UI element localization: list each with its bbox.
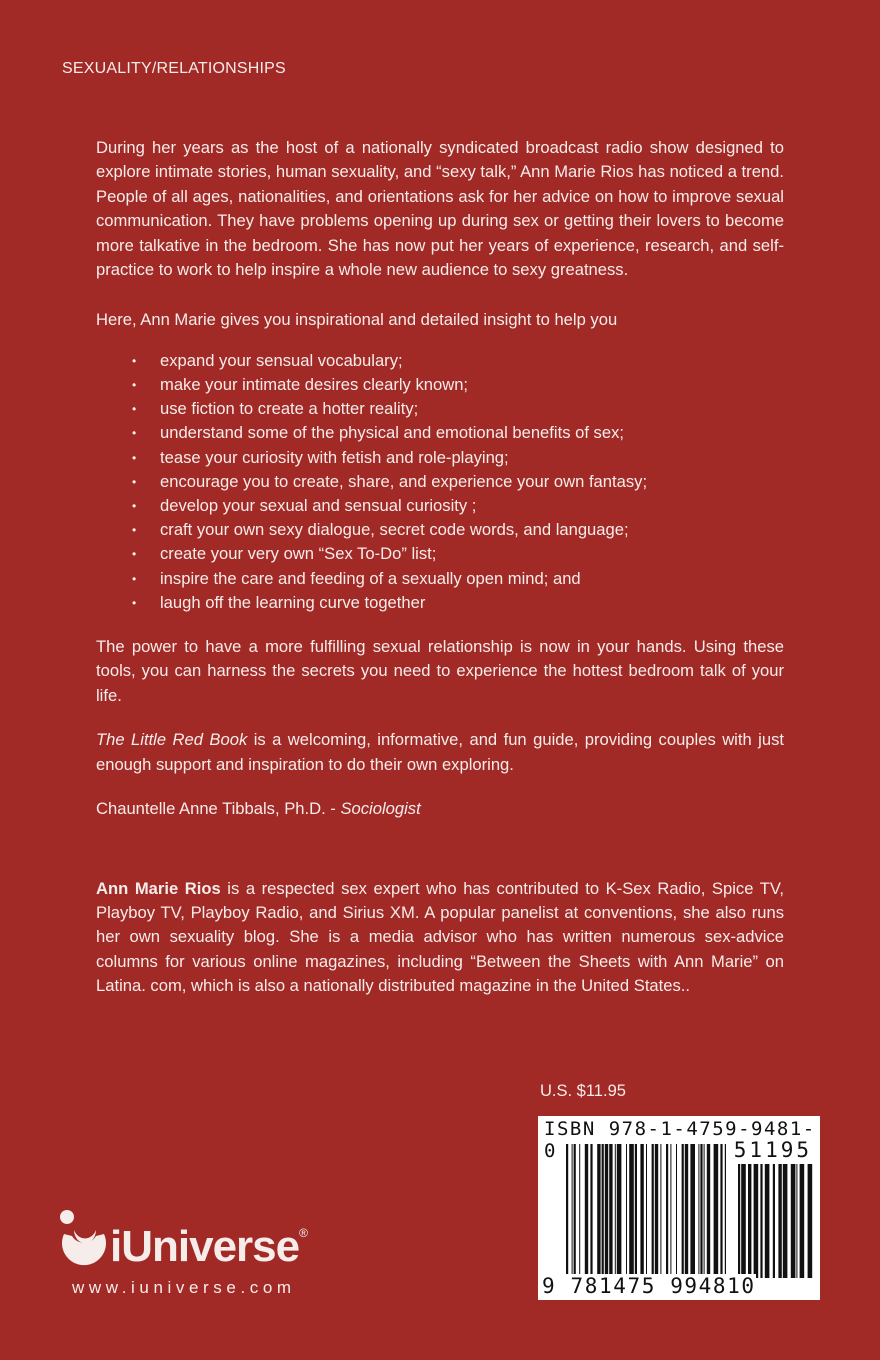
bio-text: is a respected sex expert who has contributed to K-Sex Radio, Spice TV, Playboy TV, Playboy Radio, and Sirius XM. A popular panelist at conventions, she also runs her own sexuality blog. She is a media advisor who has written numerous sex-advice columns for various online magazines, including “Between the Sheets with Ann Marie” on Latina. com, which is also a nationally distributed magazine in the United States.. xyxy=(96,878,784,996)
barcode-bar xyxy=(700,1144,702,1292)
barcode-bar xyxy=(808,1164,813,1278)
barcode-bar xyxy=(655,1144,658,1292)
list-item: • inspire the care and feeding of a sexually open mind; and xyxy=(132,567,784,591)
book-title: The Little Red Book xyxy=(96,730,248,750)
barcode-bar xyxy=(566,1144,568,1292)
barcode-bar xyxy=(760,1164,762,1278)
barcode-bar xyxy=(666,1144,668,1292)
endorser-name: Chauntelle Anne Tibbals, Ph.D. - xyxy=(96,799,341,819)
barcode-bar xyxy=(725,1144,726,1292)
barcode-bar xyxy=(652,1144,654,1292)
barcode-bar xyxy=(670,1144,671,1292)
list-item: • make your intimate desires clearly known; xyxy=(132,373,784,397)
barcode-bar xyxy=(646,1144,647,1292)
list-item: • craft your own sexy dialogue, secret code words, and language; xyxy=(132,518,784,542)
barcode-bar xyxy=(690,1144,695,1292)
author-bio xyxy=(96,877,784,999)
list-item: • encourage you to create, share, and experience your own fantasy; xyxy=(132,470,784,494)
barcode-bar xyxy=(791,1164,796,1278)
barcode-bar xyxy=(707,1144,710,1292)
addon-bars xyxy=(738,1164,814,1278)
barcode-bar xyxy=(783,1164,788,1278)
barcode-bar xyxy=(720,1144,722,1292)
list-item: • develop your sexual and sensual curiosity ; xyxy=(132,494,784,518)
publisher-url: www.iuniverse.com xyxy=(72,1278,296,1297)
barcode-bar xyxy=(773,1164,775,1278)
iuniverse-logo-icon xyxy=(58,1208,110,1272)
endorser xyxy=(96,797,784,821)
intro-paragraph: During her years as the host of a nationally syndicated broadcast radio show designed to explore intimate stories, human sexuality, and “sexy talk,” Ann Marie Rios has noticed a trend. People of all ages, nationalities, and orientations ask for her advice on how to improve sexual communication. They have problems opening up during sex or getting their lovers to become more talkative in the bedroom. She has now put her years of experience, research, and self-practice to work to help inspire a whole new audience to sexy greatness. xyxy=(96,138,784,280)
list-item: • laugh off the learning curve together xyxy=(132,591,784,615)
barcode-bar xyxy=(635,1144,637,1292)
barcode-bar xyxy=(741,1164,746,1278)
list-item: • use fiction to create a hotter reality; xyxy=(132,397,784,421)
barcode-bar xyxy=(572,1144,573,1292)
barcode-bar xyxy=(615,1144,616,1292)
list-item: • expand your sensual vocabulary; xyxy=(132,349,784,373)
blurb-text: is a welcoming, informative, and fun guide, providing couples with just enough support and inspiration to do their own exploring. xyxy=(96,730,784,774)
barcode-bar xyxy=(796,1164,797,1278)
closing-paragraph: The power to have a more fulfilling sexual relationship is now in your hands. Using these tools, you can harness the secrets you need to experience the hottest bedroom talk of your life. xyxy=(96,637,784,705)
barcode-bar xyxy=(676,1144,677,1292)
isbn-number: ISBN 978-1-4759-9481-0 xyxy=(544,1118,816,1162)
blurb-paragraph xyxy=(96,728,784,777)
barcode-bar xyxy=(579,1144,580,1292)
barcode-bar xyxy=(738,1164,740,1278)
publisher-logo xyxy=(58,1208,307,1297)
barcode-bar xyxy=(629,1144,634,1292)
barcode-bar xyxy=(765,1164,770,1278)
endorser-role: Sociologist xyxy=(340,799,421,819)
benefits-list xyxy=(96,349,784,615)
barcode-bar xyxy=(590,1144,592,1292)
barcode-bar xyxy=(574,1144,576,1292)
barcode-bar xyxy=(617,1144,622,1292)
barcode-bar xyxy=(778,1164,781,1278)
barcode-bar xyxy=(714,1144,719,1292)
price: U.S. $11.95 xyxy=(540,1082,626,1100)
barcode-bar xyxy=(660,1144,661,1292)
list-item: • tease your curiosity with fetish and role-playing; xyxy=(132,446,784,470)
barcode-bar xyxy=(585,1144,588,1292)
barcode-bar xyxy=(597,1144,600,1292)
barcode-bar xyxy=(626,1144,627,1292)
author-name: Ann Marie Rios xyxy=(96,878,221,898)
barcode-bar xyxy=(605,1144,608,1292)
price-addon-code: 51195 xyxy=(733,1138,812,1162)
ean-number: 9 781475 994810 xyxy=(542,1274,756,1298)
barcode-bar xyxy=(754,1164,759,1278)
barcode-bar xyxy=(602,1144,604,1292)
category-label: SEXUALITY/RELATIONSHIPS xyxy=(62,60,286,77)
publisher-name: iUniverse® xyxy=(110,1222,307,1271)
ean-bars xyxy=(566,1144,726,1292)
barcode-bar xyxy=(748,1164,751,1278)
barcode-bar xyxy=(800,1164,805,1278)
list-item: • create your very own “Sex To-Do” list; xyxy=(132,542,784,566)
back-cover-copy xyxy=(96,136,784,999)
list-item: • understand some of the physical and emotional benefits of sex; xyxy=(132,421,784,445)
barcode-bar xyxy=(682,1144,684,1292)
isbn-barcode xyxy=(538,1116,820,1300)
barcode-bar xyxy=(640,1144,643,1292)
barcode-bar xyxy=(609,1144,612,1292)
lead-paragraph: Here, Ann Marie gives you inspirational and detailed insight to help you xyxy=(96,310,618,330)
barcode-bar xyxy=(698,1144,699,1292)
barcode-bar xyxy=(704,1144,705,1292)
barcode-bar xyxy=(685,1144,688,1292)
